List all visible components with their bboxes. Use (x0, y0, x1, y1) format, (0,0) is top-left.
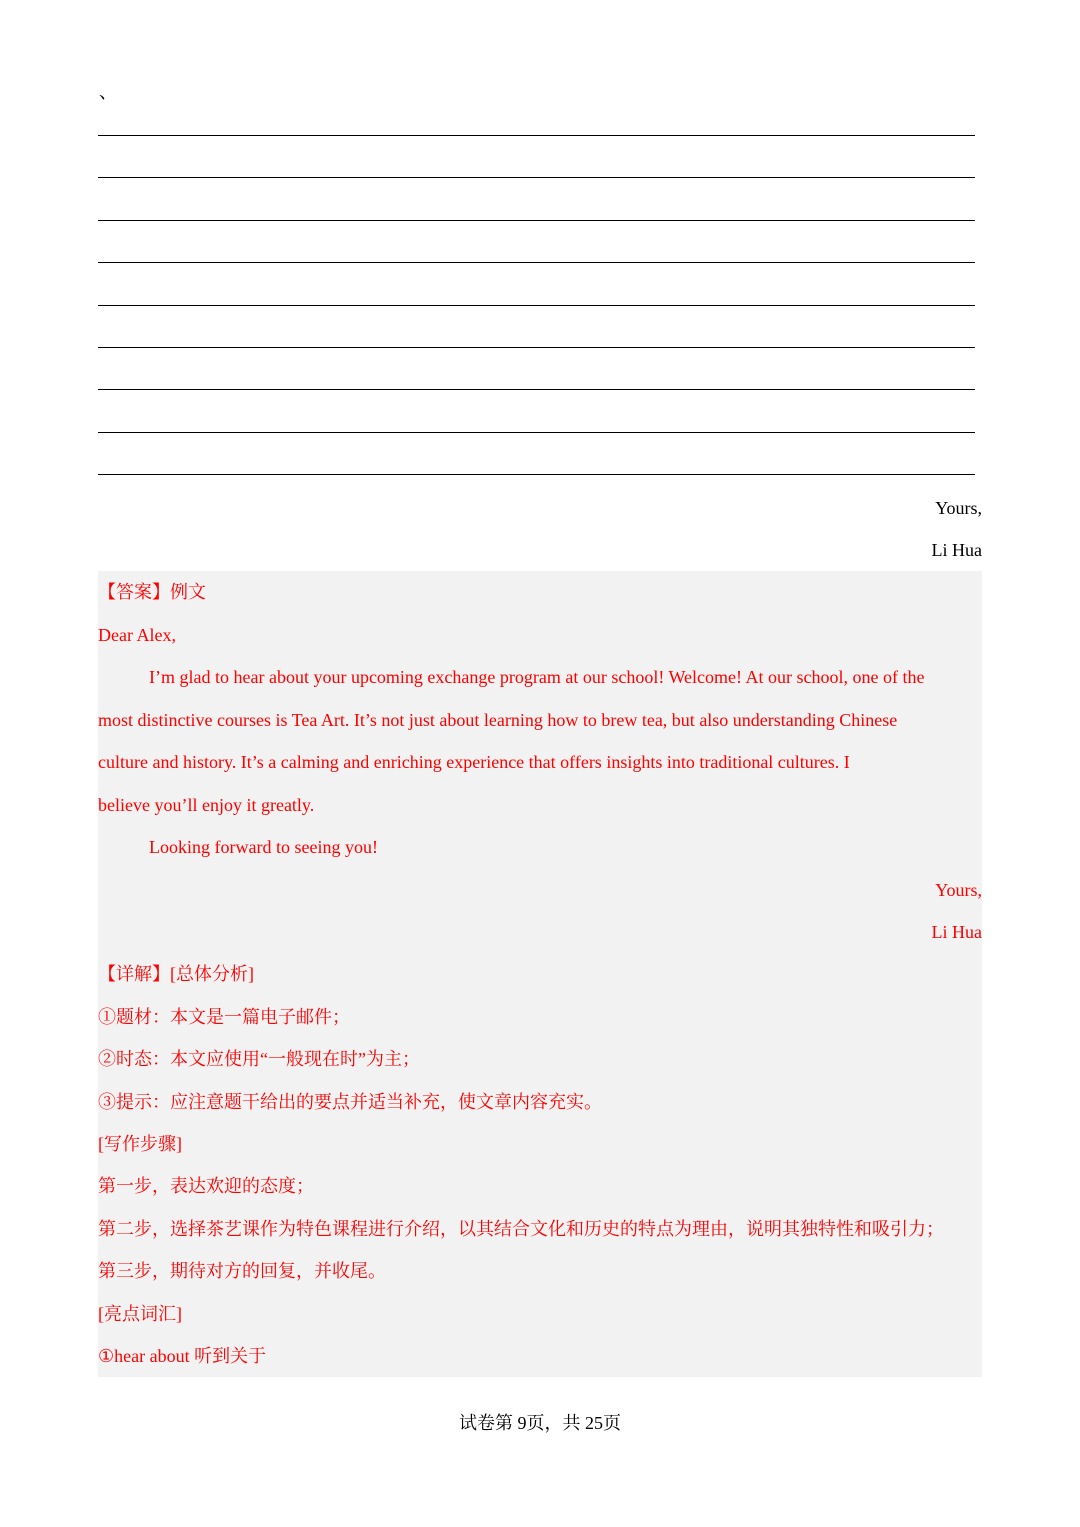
vocab-item: ①hear about 听到关于 (98, 1346, 267, 1366)
steps-heading: [写作步骤] (98, 1134, 182, 1154)
sample-body-line: culture and history. It’s a calming and enriching experience that offers insights into traditional cultures. I (98, 752, 850, 772)
writing-line (98, 305, 975, 306)
analysis-heading: 【详解】[总体分析] (98, 964, 254, 984)
writing-line (98, 177, 975, 178)
letter-signature: Li Hua (931, 540, 982, 560)
step-item: 第一步，表达欢迎的态度； (98, 1176, 314, 1196)
sample-body-line: I’m glad to hear about your upcoming exchange program at our school! Welcome! At our school, one of the (149, 667, 925, 687)
writing-line (98, 220, 975, 221)
sample-signature: Li Hua (931, 922, 982, 942)
sample-body-line: believe you’ll enjoy it greatly. (98, 795, 315, 815)
step-item: 第三步，期待对方的回复，并收尾。 (98, 1261, 386, 1281)
sample-closing-sentence: Looking forward to seeing you! (149, 837, 378, 857)
writing-line (98, 262, 975, 263)
vocab-heading: [亮点词汇] (98, 1304, 182, 1324)
step-item: 第二步，选择茶艺课作为特色课程进行介绍，以其结合文化和历史的特点为理由，说明其独特性和吸引力； (98, 1219, 944, 1239)
writing-line (98, 474, 975, 475)
sample-closing: Yours, (935, 880, 982, 900)
sample-greeting: Dear Alex, (98, 625, 176, 645)
answer-section (98, 571, 982, 1377)
letter-closing: Yours, (935, 498, 982, 518)
analysis-point: ②时态：本文应使用“一般现在时”为主； (98, 1049, 420, 1069)
analysis-point: ①题材：本文是一篇电子邮件； (98, 1007, 350, 1027)
page-footer: 试卷第 9页，共 25页 (459, 1413, 621, 1433)
writing-line (98, 135, 975, 136)
writing-line (98, 389, 975, 390)
writing-line (98, 432, 975, 433)
sample-body-line: most distinctive courses is Tea Art. It’s not just about learning how to brew tea, but also understanding Chinese (98, 710, 898, 730)
writing-line (98, 347, 975, 348)
analysis-point: ③提示：应注意题干给出的要点并适当补充，使文章内容充实。 (98, 1092, 602, 1112)
answer-heading: 【答案】例文 (98, 582, 206, 602)
top-mark: 、 (99, 82, 117, 102)
